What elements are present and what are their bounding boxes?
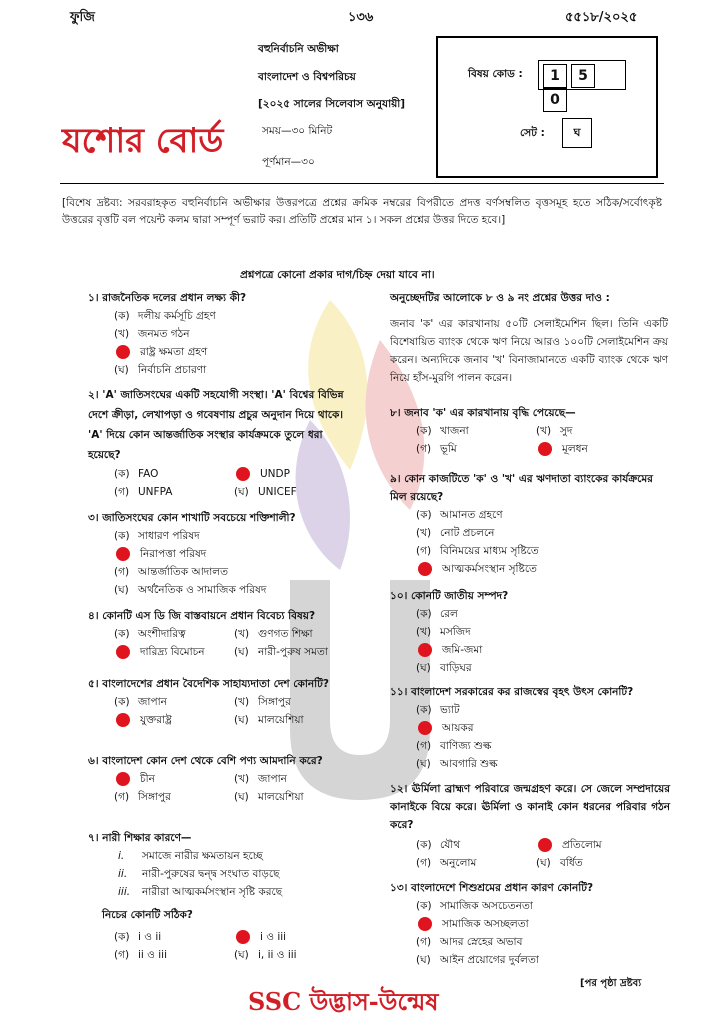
answer-marker [116, 772, 130, 786]
option-a[interactable]: FAO [138, 467, 159, 480]
question-text: ৫। বাংলাদেশের প্রধান বৈদেশিক সাহায্যদাতা দেশ কোনটি? [88, 678, 329, 690]
option-c[interactable]: জমি-জমা [442, 643, 483, 656]
option-a[interactable]: ভ্যাট [440, 703, 460, 716]
code-digit: 5 [571, 64, 595, 88]
option-c[interactable]: অনুলোম [440, 856, 477, 869]
option-b[interactable]: সিঙ্গাপুর [258, 695, 291, 708]
option-b[interactable]: মসজিদ [440, 625, 471, 638]
answer-marker [236, 930, 250, 944]
time-limit: সময়—৩০ মিনিট [262, 125, 333, 137]
option-label: (ক) [114, 627, 130, 640]
question-text: ৯। কোন কাজটিতে 'ক' ও 'খ' এর ঋণদাতা ব্যাংকের কার্যক্রমের মিল রয়েছে? [390, 473, 653, 503]
option-label: (গ) [416, 442, 432, 455]
option-label: (ঘ) [234, 948, 249, 961]
question-prompt: নিচের কোনটি সঠিক? [102, 909, 193, 921]
option-c[interactable]: আদর স্নেহের অভাব [440, 935, 523, 948]
passage-text: জনাব 'ক' এর কারখানায় ৫০টি সেলাইমেশিন ছিল। তিনি একটি বিশেষায়িত ব্যাংক থেকে ঋণ নিয়ে আরও ১০০টি সেলাইমেশিন ক্রয় করেন। অন্যদিকে জনাব 'খ' বিনাজামানতে একটি ব্যাংক থেকে ঋণ নিয়ে হাঁস-মুরগি পালন করেন। [390, 318, 668, 384]
option-c[interactable]: যুক্তরাষ্ট্র [140, 713, 172, 726]
option-d[interactable]: মালয়েশিয়া [258, 713, 304, 726]
question-8 [390, 405, 670, 458]
option-a[interactable]: চীন [140, 772, 155, 785]
option-label: (ঘ) [536, 856, 551, 869]
option-label: (খ) [234, 627, 250, 640]
option-c[interactable]: বিনিময়ের মাধ্যম সৃষ্টিতে [440, 544, 539, 557]
full-marks: পূর্ণমান—৩০ [262, 156, 315, 168]
option-label: (গ) [416, 935, 432, 948]
option-d[interactable]: আবগারি শুল্ক [440, 757, 498, 770]
subject-name: বাংলাদেশ ও বিশ্বপরিচয় [258, 71, 356, 83]
answer-marker [418, 562, 432, 576]
option-label: (ঘ) [416, 953, 431, 966]
option-label: (ঘ) [114, 363, 129, 376]
option-d[interactable]: নির্বাচনি প্রচারণা [138, 363, 207, 376]
question-text: ১২। ঊর্মিলা ব্রাহ্মণ পরিবারে জন্মগ্রহণ করে। সে জেলে সম্প্রদায়ের কানাইকে বিয়ে করে। ঊর্মিলা ও কানাই কোন ধরনের পরিবার গঠন করে? [390, 783, 670, 831]
code-box [436, 36, 658, 178]
board-title: যশোর বোর্ড [62, 121, 224, 161]
option-a[interactable]: সামাজিক অসচেতনতা [440, 899, 533, 912]
option-a[interactable]: জাপান [138, 695, 167, 708]
option-b[interactable]: প্রতিলোম [562, 838, 602, 851]
question-text: ১০। কোনটি জাতীয় সম্পদ? [390, 590, 509, 602]
answer-marker [418, 917, 432, 931]
option-a[interactable]: সাধারণ পরিষদ [138, 529, 200, 542]
question-5 [88, 675, 358, 729]
option-c[interactable]: রাষ্ট্র ক্ষমতা গ্রহণ [140, 345, 208, 358]
option-c[interactable]: আন্তর্জাতিক আদালত [138, 565, 228, 578]
option-label: (খ) [234, 695, 250, 708]
option-label: (গ) [416, 856, 432, 869]
option-label: (ঘ) [416, 757, 431, 770]
option-label: (ক) [114, 309, 130, 322]
question-13 [390, 880, 680, 969]
option-a[interactable]: যৌথ [440, 838, 461, 851]
option-d[interactable]: আত্মকর্মসংস্থান সৃষ্টিতে [442, 562, 537, 575]
statement-label: iii. [118, 885, 131, 898]
answer-marker [236, 467, 250, 481]
header-left: ফুজি [70, 10, 95, 25]
footer-brand: SSC উদ্ভাস-উন্মেষ [248, 987, 439, 1016]
option-b[interactable]: গুণগত শিক্ষা [258, 627, 313, 640]
option-label: (ক) [416, 607, 432, 620]
exam-type: বহুনির্বাচনি অভীক্ষা [258, 43, 339, 55]
option-d[interactable]: UNICEF [258, 485, 297, 498]
question-9 [390, 470, 670, 578]
option-label: (ক) [416, 424, 432, 437]
option-label: (ঘ) [234, 645, 249, 658]
option-d[interactable]: মূলধন [562, 442, 588, 455]
question-2 [88, 385, 358, 501]
option-label: (ঘ) [234, 790, 249, 803]
question-1 [88, 290, 358, 379]
statement-iii: নারীরা আত্মকর্মসংস্থান সৃষ্টি করছে [142, 885, 283, 898]
question-text: ১। রাজনৈতিক দলের প্রধান লক্ষ্য কী? [88, 292, 247, 304]
option-d[interactable]: মালয়েশিয়া [258, 790, 304, 803]
instruction: প্রশ্নপত্রে কোনো প্রকার দাগ/চিহ্ন দেয়া যাবে না। [240, 269, 435, 281]
divider [60, 183, 664, 184]
answer-marker [418, 643, 432, 657]
option-label: (ক) [114, 529, 130, 542]
option-label: (খ) [114, 327, 130, 340]
option-b[interactable]: সামাজিক অসচ্ছলতা [442, 917, 529, 930]
option-b[interactable]: নোট প্রচলনে [440, 526, 495, 539]
option-b[interactable]: নিরাপত্তা পরিষদ [140, 547, 207, 560]
option-label: (খ) [416, 625, 432, 638]
special-notice: [বিশেষ দ্রষ্টব্য: সরবরাহকৃত বহুনির্বাচনি অভীক্ষার উত্তরপত্রে প্রশ্নের ক্রমিক নম্বরের বিপরীতে প্রদত্ত বর্ণসম্বলিত বৃত্তসমূহ হতে সঠিক/সর্বোৎকৃষ্ট উত্তরের বৃত্তটি বল পয়েন্ট কলম দ্বারা সম্পূর্ণ ভরাট কর। প্রতিটি প্রশ্নের মান ১। সকল প্রশ্নের উত্তর দিতে হবে।] [62, 197, 662, 226]
option-a[interactable]: i ও ii [138, 930, 162, 943]
option-c[interactable]: সিঙ্গাপুর [138, 790, 171, 803]
exam-code: ৫৫১৮/২০২৫ [565, 10, 638, 25]
option-label: (গ) [114, 948, 130, 961]
answer-marker [538, 442, 552, 456]
statement-ii: নারী-পুরুষের দ্বন্দ্ব সংঘাত বাড়ছে [142, 867, 280, 880]
option-b[interactable]: জনমত গঠন [138, 327, 190, 340]
option-label: (ক) [416, 838, 432, 851]
option-b[interactable]: UNDP [260, 467, 290, 480]
answer-marker [116, 345, 130, 359]
code-digit: 1 [543, 64, 567, 88]
subject-code-label: বিষয় কোড : [468, 68, 523, 80]
option-d[interactable]: আইন প্রয়োগের দুর্বলতা [440, 953, 539, 966]
question-6 [88, 752, 358, 806]
question-3 [88, 510, 358, 599]
option-label: (ক) [114, 930, 130, 943]
answer-marker [116, 645, 130, 659]
option-d[interactable]: i, ii ও iii [258, 948, 297, 961]
question-10 [390, 588, 670, 677]
next-page-note: [পর পৃষ্ঠা দ্রষ্টব্য [580, 978, 642, 989]
question-text: ১১। বাংলাদেশ সরকারের কর রাজস্বের বৃহৎ উৎস কোনটি? [390, 686, 634, 698]
question-12 [390, 780, 670, 872]
syllabus-note: [২০২৫ সালের সিলেবাস অনুযায়ী] [258, 98, 406, 110]
option-label: (ক) [416, 899, 432, 912]
option-d[interactable]: বাড়িঘর [440, 661, 472, 674]
option-d[interactable]: বর্ধিত [560, 856, 583, 869]
option-label: (খ) [234, 772, 250, 785]
code-digit: 0 [543, 88, 567, 112]
option-label: (ক) [114, 467, 130, 480]
option-label: (গ) [114, 565, 130, 578]
option-label: (ক) [416, 508, 432, 521]
option-label: (ঘ) [234, 713, 249, 726]
statement-label: ii. [118, 867, 128, 880]
answer-marker [418, 721, 432, 735]
option-label: (খ) [416, 526, 432, 539]
option-a[interactable]: রেল [440, 607, 458, 620]
answer-marker [116, 713, 130, 727]
subject-code-boxes [538, 60, 626, 108]
question-text: ১৩। বাংলাদেশে শিশুশ্রমের প্রধান কারণ কোনটি? [390, 882, 594, 894]
statement-label: i. [118, 849, 125, 862]
option-a[interactable]: খাজনা [440, 424, 469, 437]
set-label: সেট : [520, 127, 545, 139]
question-4 [88, 608, 358, 661]
option-b[interactable]: সুদ [560, 424, 573, 437]
question-text: ৩। জাতিসংঘের কোন শাখাটি সবচেয়ে শক্তিশালী? [88, 512, 296, 524]
statement-i: সমাজে নারীর ক্ষমতায়ন হচ্ছে [142, 849, 263, 862]
set-value: ঘ [562, 118, 592, 148]
option-c[interactable]: ii ও iii [138, 948, 167, 961]
option-c[interactable]: ভূমি [440, 442, 457, 455]
option-label: (গ) [416, 544, 432, 557]
option-a[interactable]: আমানত গ্রহণে [440, 508, 503, 521]
option-b[interactable]: জাপান [258, 772, 287, 785]
option-d[interactable]: অর্থনৈতিক ও সামাজিক পরিষদ [138, 583, 267, 596]
option-d[interactable]: নারী-পুরুষ সমতা [258, 645, 328, 658]
question-text: ৮। জনাব 'ক' এর কারখানায় বৃদ্ধি পেয়েছে— [390, 407, 576, 419]
answer-marker [538, 838, 552, 852]
option-label: (গ) [114, 485, 130, 498]
passage-heading: অনুচ্ছেদটির আলোকে ৮ ও ৯ নং প্রশ্নের উত্তর দাও : [390, 292, 610, 304]
answer-marker [116, 547, 130, 561]
option-label: (ঘ) [234, 485, 249, 498]
option-c[interactable]: দারিদ্র্য বিমোচন [140, 645, 205, 658]
question-7 [88, 830, 358, 964]
question-text: ২। 'A' জাতিসংঘের একটি সহযোগী সংস্থা। 'A' বিশ্বের বিভিন্ন দেশে ক্রীড়া, লেখাপড়া ও গবেষণায় প্রচুর অনুদান দিয়ে থাকে। 'A' দিয়ে কোন আন্তর্জাতিক সংস্থার কার্যক্রমকে তুলে ধরা হয়েছে? [88, 389, 344, 461]
option-c[interactable]: বাণিজ্য শুল্ক [440, 739, 492, 752]
option-label: (খ) [536, 424, 552, 437]
page-number: ১৩৬ [348, 10, 374, 25]
option-a[interactable]: অংশীদারিত্ব [138, 627, 186, 640]
option-label: (ঘ) [416, 661, 431, 674]
option-label: (ক) [114, 695, 130, 708]
option-a[interactable]: দলীয় কর্মসূচি গ্রহণ [138, 309, 216, 322]
question-11 [390, 684, 680, 773]
option-label: (ঘ) [114, 583, 129, 596]
option-label: (ক) [416, 703, 432, 716]
question-text: ৭। নারী শিক্ষার কারণে— [88, 832, 192, 844]
question-text: ৬। বাংলাদেশ কোন দেশ থেকে বেশি পণ্য আমদানি করে? [88, 755, 323, 767]
option-c[interactable]: UNFPA [138, 485, 173, 498]
option-label: (গ) [114, 790, 130, 803]
option-label: (গ) [416, 739, 432, 752]
option-b[interactable]: আয়কর [442, 721, 474, 734]
question-text: ৪। কোনটি এস ডি জি বাস্তবায়নে প্রধান বিবেচ্য বিষয়? [88, 610, 316, 622]
option-b[interactable]: i ও iii [260, 930, 287, 943]
